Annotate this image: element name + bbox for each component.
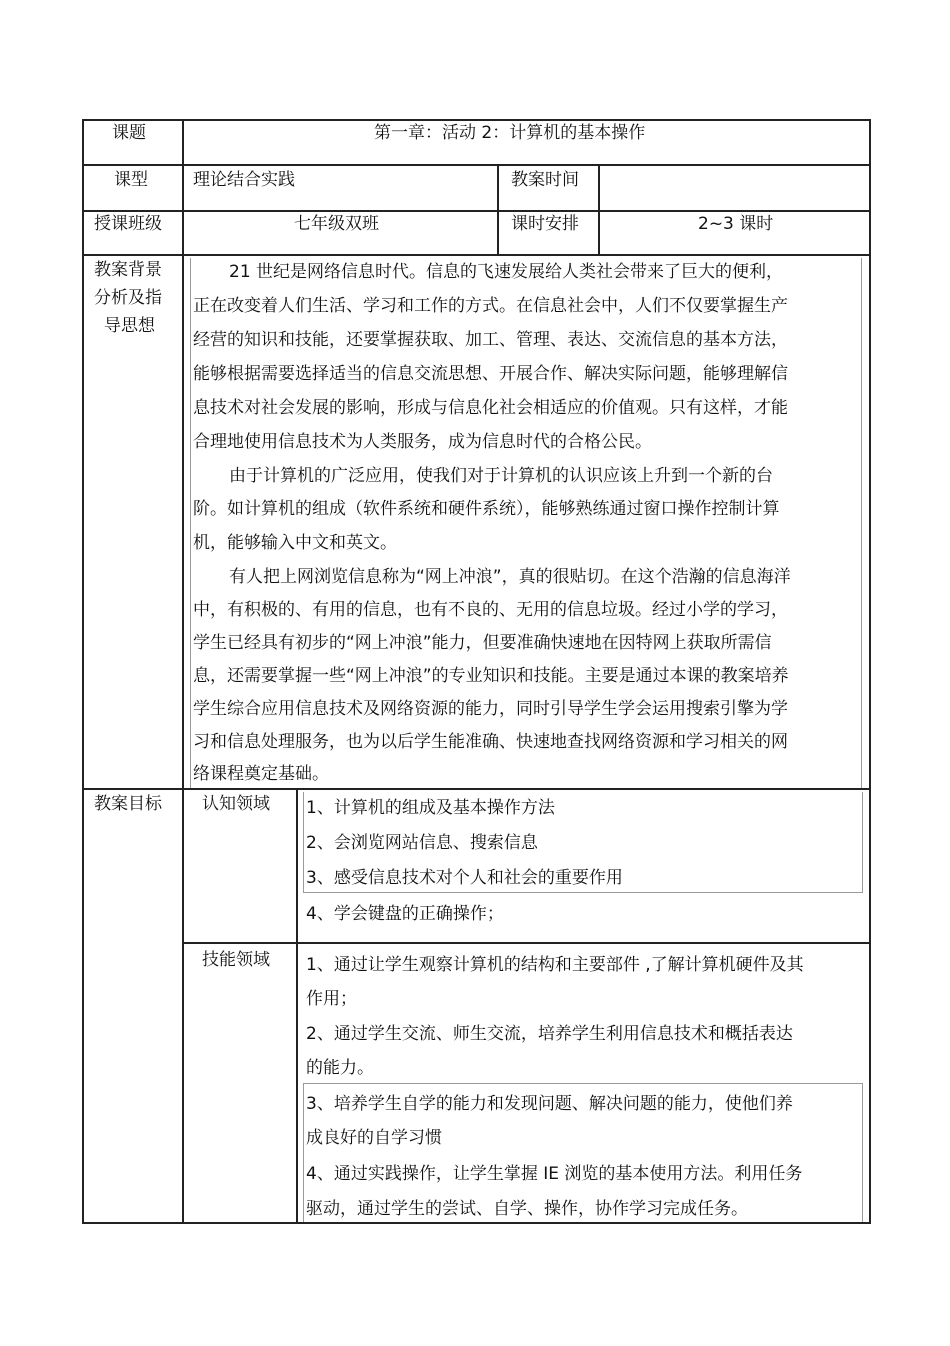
background-text-line: 有人把上网浏览信息称为“网上冲浪”，真的很贴切。在这个浩瀚的信息海洋: [229, 567, 791, 587]
skill-text-line: 4、通过实践操作，让学生掌握 IE 浏览的基本使用方法。利用任务: [306, 1164, 803, 1184]
table-border-left: [82, 119, 84, 1223]
inner-frame-line: [303, 792, 304, 892]
row-divider: [82, 164, 871, 166]
inner-frame-line: [861, 258, 862, 788]
background-text-line: 学生已经具有初步的“网上冲浪”能力，但要准确快速地在因特网上获取所需信: [193, 633, 772, 653]
background-text-line: 络课程奠定基础。: [193, 764, 329, 784]
background-text-line: 息技术对社会发展的影响，形成与信息化社会相适应的价值观。只有这样，才能: [193, 398, 788, 418]
hours-value: 2~3 课时: [698, 214, 774, 234]
type-value: 理论结合实践: [193, 170, 295, 190]
cognitive-label: 认知领域: [202, 794, 270, 814]
label-column-divider: [182, 119, 184, 1223]
cognitive-item: 3、感受信息技术对个人和社会的重要作用: [306, 868, 623, 888]
background-label-line: 分析及指: [94, 288, 162, 308]
cell-divider: [296, 788, 298, 1223]
background-text-line: 习和信息处理服务，也为以后学生能准确、快速地查找网络资源和学习相关的网: [193, 732, 788, 752]
cognitive-item: 4、学会键盘的正确操作；: [306, 904, 504, 924]
cell-divider: [598, 164, 600, 255]
skill-text-line: 2、通过学生交流、师生交流，培养学生利用信息技术和概括表达: [306, 1024, 793, 1044]
inner-frame-line: [303, 892, 863, 893]
skill-text-line: 1、通过让学生观察计算机的结构和主要部件 ,了解计算机硬件及其: [306, 955, 804, 975]
title-label: 课题: [112, 123, 146, 143]
background-label-line: 导思想: [104, 316, 155, 336]
hours-label: 课时安排: [511, 214, 579, 234]
background-text-line: 能够根据需要选择适当的信息交流思想、开展合作、解决实际问题，能够理解信: [193, 364, 788, 384]
background-text-line: 正在改变着人们生活、学习和工作的方式。在信息社会中，人们不仅要掌握生产: [193, 296, 788, 316]
table-border-bottom: [82, 1222, 871, 1224]
inner-frame-line: [862, 1083, 863, 1222]
background-text-line: 息，还需要掌握一些“网上冲浪”的专业知识和技能。主要是通过本课的教案培养: [193, 666, 789, 686]
skill-text-line: 成良好的自学习惯: [306, 1128, 442, 1148]
cell-divider: [497, 164, 499, 255]
skill-label: 技能领域: [202, 950, 270, 970]
type-label: 课型: [114, 170, 148, 190]
time-label: 教案时间: [511, 170, 579, 190]
title-value: 第一章：活动 2：计算机的基本操作: [374, 123, 646, 143]
background-text-line: 21 世纪是网络信息时代。信息的飞速发展给人类社会带来了巨大的便利，: [229, 262, 784, 282]
background-text-line: 中，有积极的、有用的信息，也有不良的、无用的信息垃圾。经过小学的学习，: [193, 600, 788, 620]
class-label: 授课班级: [94, 214, 162, 234]
background-label-line: 教案背景: [94, 260, 162, 280]
class-value: 七年级双班: [294, 214, 379, 234]
row-divider: [82, 254, 871, 256]
background-text-line: 学生综合应用信息技术及网络资源的能力，同时引导学生学会运用搜索引擎为学: [193, 699, 788, 719]
inner-frame-line: [862, 792, 863, 892]
row-divider: [182, 942, 871, 944]
inner-frame-line: [303, 1083, 304, 1222]
skill-text-line: 的能力。: [306, 1058, 374, 1078]
goals-label: 教案目标: [94, 794, 162, 814]
inner-frame-line: [190, 258, 191, 788]
skill-text-line: 3、培养学生自学的能力和发现问题、解决问题的能力，使他们养: [306, 1094, 793, 1114]
table-border-right: [869, 119, 871, 1223]
skill-text-line: 作用；: [306, 989, 357, 1009]
background-text-line: 由于计算机的广泛应用，使我们对于计算机的认识应该上升到一个新的台: [229, 466, 773, 486]
cognitive-item: 1、计算机的组成及基本操作方法: [306, 798, 555, 818]
skill-text-line: 驱动，通过学生的尝试、自学、操作，协作学习完成任务。: [306, 1199, 748, 1219]
row-divider: [82, 788, 871, 790]
background-text-line: 经营的知识和技能，还要掌握获取、加工、管理、表达、交流信息的基本方法，: [193, 330, 788, 350]
background-text-line: 合理地使用信息技术为人类服务，成为信息时代的合格公民。: [193, 432, 652, 452]
background-text-line: 机，能够输入中文和英文。: [193, 533, 397, 553]
cognitive-item: 2、会浏览网站信息、搜索信息: [306, 833, 538, 853]
background-text-line: 阶。如计算机的组成（软件系统和硬件系统），能够熟练通过窗口操作控制计算: [193, 499, 780, 519]
inner-frame-line: [303, 1083, 863, 1084]
